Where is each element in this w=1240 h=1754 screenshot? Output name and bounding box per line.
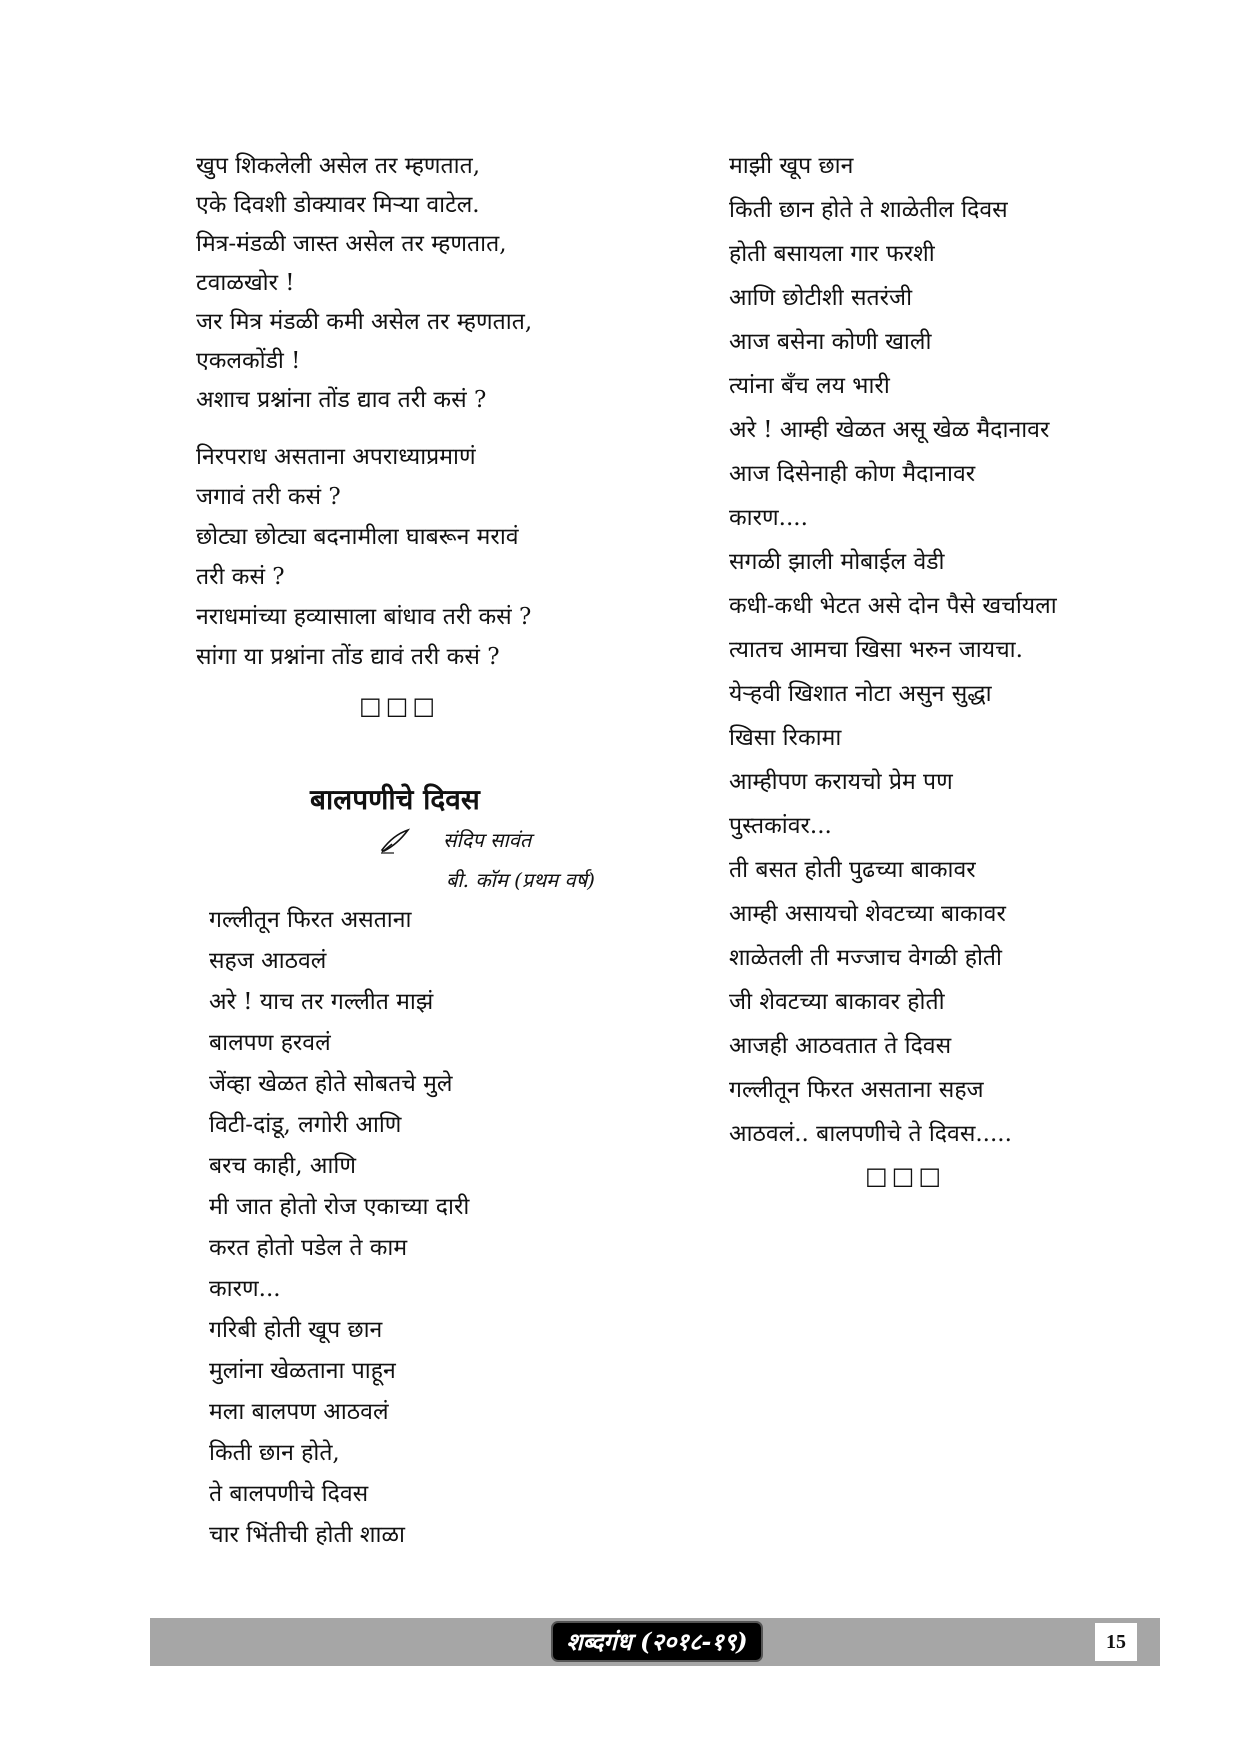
page-number: 15 (1095, 1623, 1137, 1661)
verse-line: आम्ही असायचो शेवटच्या बाकावर (729, 901, 1006, 927)
verse-line: शाळेतली ती मज्जाच वेगळी होती (729, 945, 1002, 971)
verse-line: बालपण हरवलं (209, 1030, 331, 1056)
verse-line: आजही आठवतात ते दिवस (729, 1033, 952, 1059)
verse-line: आम्हीपण करायचो प्रेम पण (729, 769, 953, 795)
section-separator: □□□ (865, 1162, 946, 1190)
verse-line: होती बसायला गार फरशी (729, 241, 935, 267)
verse-line: येऱ्हवी खिशात नोटा असुन सुद्धा (729, 681, 992, 707)
verse-line: ते बालपणीचे दिवस (209, 1481, 369, 1507)
poem-title: बालपणीचे दिवस (310, 783, 480, 816)
verse-line: अरे ! आम्ही खेळत असू खेळ मैदानावर (729, 417, 1050, 443)
verse-line: जी शेवटच्या बाकावर होती (729, 989, 945, 1015)
verse-line: किती छान होते ते शाळेतील दिवस (729, 197, 1008, 223)
verse-line: एके दिवशी डोक्यावर मिऱ्या वाटेल. (196, 192, 480, 218)
verse-line: ती बसत होती पुढच्या बाकावर (729, 857, 976, 883)
verse-line: निरपराध असताना अपराध्याप्रमाणं (196, 444, 476, 470)
verse-line: पुस्तकांवर... (729, 813, 832, 839)
verse-line: कारण.... (729, 505, 808, 531)
verse-line: गल्लीतून फिरत असताना सहज (729, 1077, 984, 1103)
verse-line: मित्र-मंडळी जास्त असेल तर म्हणतात, (196, 231, 507, 257)
verse-line: मुलांना खेळताना पाहून (209, 1358, 396, 1384)
quill-icon (380, 828, 410, 854)
verse-line: सांगा या प्रश्नांना तोंड द्यावं तरी कसं ? (196, 644, 500, 670)
verse-line: जगावं तरी कसं ? (196, 484, 341, 510)
verse-line: माझी खूप छान (729, 153, 854, 179)
verse-line: छोट्या छोट्या बदनामीला घाबरून मरावं (196, 524, 519, 550)
verse-line: गरिबी होती खूप छान (209, 1317, 383, 1343)
verse-line: नराधमांच्या हव्यासाला बांधाव तरी कसं ? (196, 604, 532, 630)
verse-line: तरी कसं ? (196, 564, 285, 590)
verse-line: गल्लीतून फिरत असताना (209, 907, 412, 933)
verse-line: कारण... (209, 1276, 281, 1302)
verse-line: त्यातच आमचा खिसा भरुन जायचा. (729, 637, 1023, 663)
magazine-title: शब्दगंध (२०१८-१९) (551, 1621, 763, 1662)
verse-line: मी जात होतो रोज एकाच्या दारी (209, 1194, 470, 1220)
author-name: संदिप सावंत (443, 828, 532, 852)
verse-line: सहज आठवलं (209, 948, 327, 974)
verse-line: आज बसेना कोणी खाली (729, 329, 932, 355)
verse-line: चार भिंतीची होती शाळा (209, 1522, 405, 1548)
verse-line: आठवलं.. बालपणीचे ते दिवस..... (729, 1121, 1012, 1147)
verse-line: टवाळखोर ! (196, 270, 295, 296)
verse-line: जेंव्हा खेळत होते सोबतचे मुले (209, 1071, 453, 1097)
verse-line: अरे ! याच तर गल्लीत माझं (209, 989, 434, 1015)
verse-line: किती छान होते, (209, 1440, 340, 1466)
verse-line: आज दिसेनाही कोण मैदानावर (729, 461, 976, 487)
verse-line: कधी-कधी भेटत असे दोन पैसे खर्चायला (729, 593, 1057, 619)
author-class: बी. कॉम (प्रथम वर्ष) (446, 868, 595, 892)
verse-line: बरच काही, आणि (209, 1153, 356, 1179)
verse-line: खिसा रिकामा (729, 725, 842, 751)
verse-line: मला बालपण आठवलं (209, 1399, 389, 1425)
verse-line: विटी-दांडू, लगोरी आणि (209, 1112, 402, 1138)
verse-line: खुप शिकलेली असेल तर म्हणतात, (196, 153, 481, 179)
verse-line: आणि छोटीशी सतरंजी (729, 285, 913, 311)
verse-line: त्यांना बँच लय भारी (729, 373, 890, 399)
section-separator: □□□ (359, 692, 440, 720)
verse-line: अशाच प्रश्नांना तोंड द्याव तरी कसं ? (196, 387, 487, 413)
verse-line: करत होतो पडेल ते काम (209, 1235, 408, 1261)
verse-line: जर मित्र मंडळी कमी असेल तर म्हणतात, (196, 309, 533, 335)
verse-line: एकलकोंडी ! (196, 348, 301, 374)
verse-line: सगळी झाली मोबाईल वेडी (729, 549, 945, 575)
